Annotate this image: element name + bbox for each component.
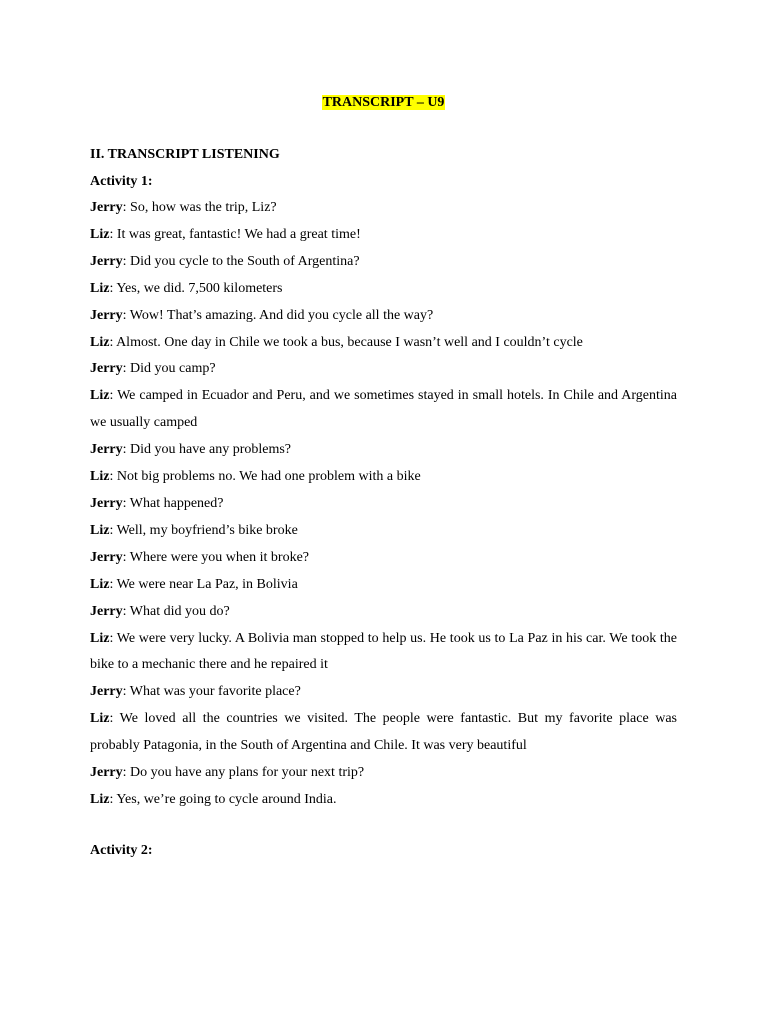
section-heading: II. TRANSCRIPT LISTENING xyxy=(90,147,280,162)
dialog-transcript xyxy=(90,195,677,814)
dialog-line xyxy=(90,464,677,491)
speaker-name: Jerry xyxy=(90,495,123,511)
speaker-name: Jerry xyxy=(90,442,123,458)
dialog-text: : Yes, we did. 7,500 kilometers xyxy=(109,280,283,296)
dialog-text: : Wow! That’s amazing. And did you cycle all the way? xyxy=(122,307,434,323)
title-container xyxy=(90,93,677,112)
speaker-name: Liz xyxy=(90,711,110,727)
dialog-text: : Yes, we’re going to cycle around India. xyxy=(109,791,337,807)
dialog-line xyxy=(90,249,677,276)
dialog-text: : Where were you when it broke? xyxy=(122,549,309,565)
dialog-line xyxy=(90,599,677,626)
dialog-line xyxy=(90,760,677,787)
speaker-name: Jerry xyxy=(90,684,123,700)
dialog-line xyxy=(90,706,677,760)
dialog-text: : Did you cycle to the South of Argentina? xyxy=(122,253,360,269)
speaker-name: Jerry xyxy=(90,549,123,565)
dialog-line xyxy=(90,330,677,357)
dialog-line xyxy=(90,437,677,464)
speaker-name: Liz xyxy=(90,469,110,485)
dialog-line xyxy=(90,626,677,680)
dialog-text: : Do you have any plans for your next trip? xyxy=(122,765,365,781)
speaker-name: Liz xyxy=(90,226,110,242)
speaker-name: Liz xyxy=(90,522,110,538)
speaker-name: Jerry xyxy=(90,603,123,619)
dialog-text: : Almost. One day in Chile we took a bus, because I wasn’t well and I couldn’t cycle xyxy=(109,334,583,350)
dialog-text: : We were very lucky. A Bolivia man stopped to help us. He took us to La Paz in his car. We took the bike to a mechanic there and he repaired it xyxy=(90,630,677,673)
speaker-name: Liz xyxy=(90,576,110,592)
speaker-name: Jerry xyxy=(90,765,123,781)
dialog-text: : It was great, fantastic! We had a great time! xyxy=(109,226,361,242)
dialog-text: : Well, my boyfriend’s bike broke xyxy=(109,522,298,538)
speaker-name: Liz xyxy=(90,791,110,807)
dialog-line xyxy=(90,787,677,814)
dialog-line xyxy=(90,679,677,706)
dialog-text: : What was your favorite place? xyxy=(122,684,301,700)
speaker-name: Liz xyxy=(90,334,110,350)
dialog-line xyxy=(90,276,677,303)
speaker-name: Liz xyxy=(90,388,110,404)
dialog-line xyxy=(90,195,677,222)
dialog-text: : What did you do? xyxy=(122,603,230,619)
speaker-name: Jerry xyxy=(90,200,123,215)
speaker-name: Jerry xyxy=(90,307,123,323)
dialog-line xyxy=(90,383,677,437)
speaker-name: Jerry xyxy=(90,253,123,269)
dialog-line xyxy=(90,356,677,383)
dialog-text: : What happened? xyxy=(122,495,224,511)
dialog-text: : So, how was the trip, Liz? xyxy=(122,200,277,215)
dialog-line xyxy=(90,545,677,572)
dialog-text: : We loved all the countries we visited. The people were fantastic. But my favorite place was probably Patagonia, in the South of Argentina and Chile. It was very beautiful xyxy=(90,711,677,754)
dialog-text: : Not big problems no. We had one problem with a bike xyxy=(109,469,421,485)
dialog-line xyxy=(90,518,677,545)
dialog-text: : Did you camp? xyxy=(122,361,216,377)
document-title: TRANSCRIPT – U9 xyxy=(322,95,445,110)
dialog-line xyxy=(90,491,677,518)
activity-2-heading: Activity 2: xyxy=(90,843,153,858)
activity-1-heading: Activity 1: xyxy=(90,174,153,189)
dialog-text: : Did you have any problems? xyxy=(122,442,292,458)
dialog-line xyxy=(90,303,677,330)
dialog-line xyxy=(90,572,677,599)
dialog-line xyxy=(90,222,677,249)
speaker-name: Jerry xyxy=(90,361,123,377)
speaker-name: Liz xyxy=(90,630,110,646)
dialog-text: : We camped in Ecuador and Peru, and we sometimes stayed in small hotels. In Chile and Argentina we usually camped xyxy=(90,388,677,431)
speaker-name: Liz xyxy=(90,280,110,296)
dialog-text: : We were near La Paz, in Bolivia xyxy=(109,576,298,592)
